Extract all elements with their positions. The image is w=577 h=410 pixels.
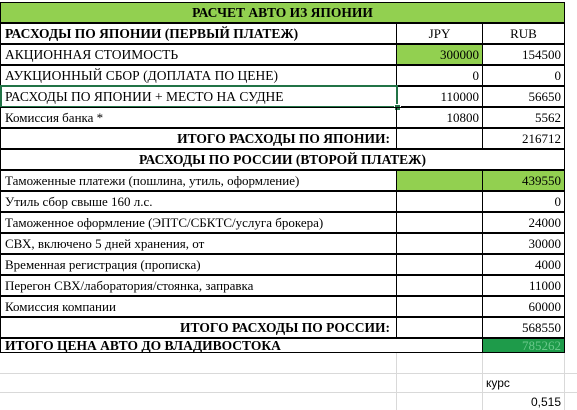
russia-total-empty[interactable] bbox=[396, 317, 483, 338]
russia-section-header[interactable]: РАСХОДЫ ПО РОССИИ (ВТОРОЙ ПЛАТЕЖ) bbox=[0, 149, 565, 170]
japan-row-rub[interactable]: 154500 bbox=[482, 44, 565, 65]
japan-row-jpy[interactable]: 110000 bbox=[396, 86, 483, 107]
japan-row-rub[interactable]: 5562 bbox=[482, 107, 565, 128]
russia-row-fill[interactable] bbox=[396, 212, 483, 233]
japan-row-label[interactable]: Комиссия банка * bbox=[0, 107, 397, 128]
russia-row-label[interactable]: СВХ, включено 5 дней хранения, от bbox=[0, 233, 397, 254]
russia-row-fill[interactable] bbox=[396, 275, 483, 296]
russia-row-value[interactable]: 439550 bbox=[482, 170, 565, 191]
russia-row-label[interactable]: Перегон СВХ/лаборатория/стоянка, заправка bbox=[0, 275, 397, 296]
japan-row-label[interactable]: РАСХОДЫ ПО ЯПОНИИ + МЕСТО НА СУДНЕ bbox=[0, 86, 397, 107]
japan-row-label[interactable]: АУКЦИОННЫЙ СБОР (ДОПЛАТА ПО ЦЕНЕ) bbox=[0, 65, 397, 86]
column-header-jpy[interactable]: JPY bbox=[396, 23, 483, 44]
japan-row-jpy[interactable]: 0 bbox=[396, 65, 483, 86]
column-header-rub[interactable]: RUB bbox=[482, 23, 565, 44]
japan-row-rub[interactable]: 56650 bbox=[482, 86, 565, 107]
russia-row-label[interactable]: Комиссия компании bbox=[0, 296, 397, 317]
japan-row-rub[interactable]: 0 bbox=[482, 65, 565, 86]
russia-row-value[interactable]: 30000 bbox=[482, 233, 565, 254]
russia-total-value[interactable]: 568550 bbox=[482, 317, 565, 338]
gridline bbox=[396, 352, 397, 410]
japan-total-label[interactable]: ИТОГО РАСХОДЫ ПО ЯПОНИИ: bbox=[0, 128, 397, 149]
russia-row-label[interactable]: Временная регистрация (прописка) bbox=[0, 254, 397, 275]
russia-total-label[interactable]: ИТОГО РАСХОДЫ ПО РОССИИ: bbox=[0, 317, 397, 338]
russia-row-fill[interactable] bbox=[396, 296, 483, 317]
russia-row-fill[interactable] bbox=[396, 170, 483, 191]
russia-row-fill[interactable] bbox=[396, 254, 483, 275]
russia-row-value[interactable]: 24000 bbox=[482, 212, 565, 233]
russia-row-value[interactable]: 0 bbox=[482, 191, 565, 212]
russia-row-label[interactable]: Таможенные платежи (пошлина, утиль, оформление) bbox=[0, 170, 397, 191]
rate-value[interactable]: 0,515 bbox=[530, 394, 561, 409]
japan-total-empty[interactable] bbox=[396, 128, 483, 149]
grand-total-value[interactable]: 785262 bbox=[482, 338, 565, 353]
russia-row-fill[interactable] bbox=[396, 233, 483, 254]
sheet-title[interactable]: РАСЧЕТ АВТО ИЗ ЯПОНИИ bbox=[0, 2, 565, 23]
russia-row-fill[interactable] bbox=[396, 191, 483, 212]
russia-row-value[interactable]: 60000 bbox=[482, 296, 565, 317]
russia-row-value[interactable]: 11000 bbox=[482, 275, 565, 296]
grand-total-label[interactable]: ИТОГО ЦЕНА АВТО ДО ВЛАДИВОСТОКА bbox=[0, 338, 483, 353]
japan-row-label[interactable]: АКЦИОННАЯ СТОИМОСТЬ bbox=[0, 44, 397, 65]
russia-row-value[interactable]: 4000 bbox=[482, 254, 565, 275]
russia-row-label[interactable]: Утиль сбор свыше 160 л.с. bbox=[0, 191, 397, 212]
japan-row-jpy[interactable]: 300000 bbox=[396, 44, 483, 65]
japan-total-value[interactable]: 216712 bbox=[482, 128, 565, 149]
gridline bbox=[564, 352, 565, 410]
japan-section-header[interactable]: РАСХОДЫ ПО ЯПОНИИ (ПЕРВЫЙ ПЛАТЕЖ) bbox=[0, 23, 397, 44]
japan-row-jpy[interactable]: 10800 bbox=[396, 107, 483, 128]
russia-row-label[interactable]: Таможенное оформление (ЭПТС/СБКТС/услуга брокера) bbox=[0, 212, 397, 233]
rate-label[interactable]: курс bbox=[486, 376, 510, 390]
